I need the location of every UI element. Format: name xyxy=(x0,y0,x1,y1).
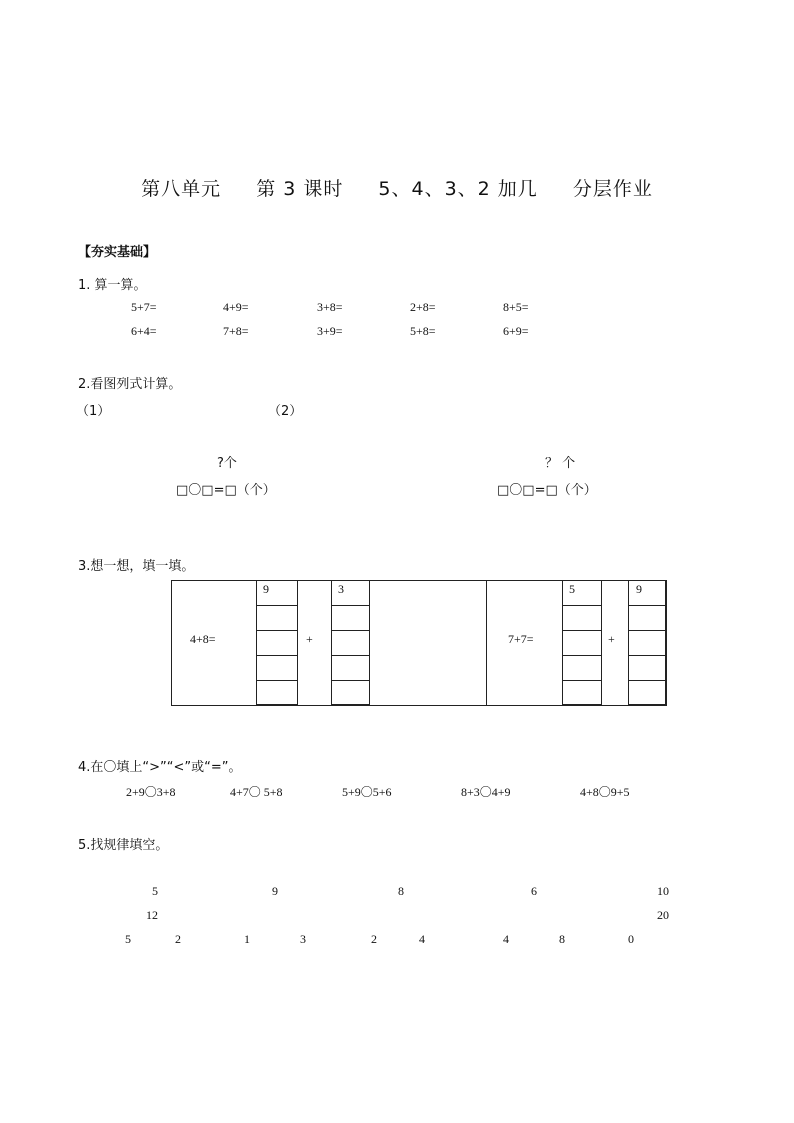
q1-expr: 7+8= xyxy=(223,324,249,338)
blank-cell[interactable] xyxy=(628,655,666,681)
left-expression: 4+8= xyxy=(190,632,216,646)
right-top-number-2: 9 xyxy=(636,582,642,596)
q1-expr: 2+8= xyxy=(410,300,436,314)
blank-cell[interactable] xyxy=(628,605,666,631)
blank-cell[interactable] xyxy=(256,680,298,705)
right-expression: 7+7= xyxy=(508,632,534,646)
q2-part1-formula[interactable]: □〇□=□（个） xyxy=(176,483,276,498)
blank-cell[interactable] xyxy=(331,605,370,631)
q4-label: 4.在〇填上“>”“<”或“=”。 xyxy=(78,760,242,775)
compare-item[interactable]: 4+7〇 5+8 xyxy=(230,785,283,799)
pattern-number: 6 xyxy=(531,884,537,898)
compare-item[interactable]: 4+8〇9+5 xyxy=(580,785,630,799)
left-plus-sign: + xyxy=(306,632,313,646)
pattern-number: 20 xyxy=(657,908,669,922)
section-heading: 【夯实基础】 xyxy=(78,245,157,260)
q1-expr: 3+9= xyxy=(317,324,343,338)
pattern-number: 4 xyxy=(503,932,509,946)
pattern-number: 2 xyxy=(371,932,377,946)
q1-expr: 5+7= xyxy=(131,300,157,314)
compare-item[interactable]: 5+9〇5+6 xyxy=(342,785,392,799)
q2-label: 2.看图列式计算。 xyxy=(78,377,182,392)
q2-part2-label: （2） xyxy=(268,404,303,419)
q1-expr: 8+5= xyxy=(503,300,529,314)
pattern-number: 2 xyxy=(175,932,181,946)
left-top-number-1: 9 xyxy=(263,582,269,596)
title-lesson: 第 3 课时 xyxy=(256,178,344,200)
q2-part2-question: ？ 个 xyxy=(545,456,576,471)
pattern-number: 12 xyxy=(146,908,158,922)
title-unit: 第八单元 xyxy=(141,178,222,200)
right-plus-sign: + xyxy=(608,632,615,646)
q1-label: 1. 算一算。 xyxy=(78,278,147,293)
q1-expr: 4+9= xyxy=(223,300,249,314)
right-top-number-1: 5 xyxy=(569,582,575,596)
number-cell xyxy=(562,580,602,606)
pattern-number: 1 xyxy=(244,932,250,946)
blank-cell[interactable] xyxy=(628,680,666,705)
q2-part1-question: ?个 xyxy=(217,456,237,471)
pattern-number: 8 xyxy=(559,932,565,946)
compare-item[interactable]: 2+9〇3+8 xyxy=(126,785,176,799)
title-type: 分层作业 xyxy=(572,178,653,200)
blank-cell[interactable] xyxy=(256,655,298,681)
compare-item[interactable]: 8+3〇4+9 xyxy=(461,785,511,799)
pattern-number: 4 xyxy=(419,932,425,946)
pattern-number: 5 xyxy=(125,932,131,946)
blank-cell[interactable] xyxy=(562,630,602,656)
blank-cell[interactable] xyxy=(562,655,602,681)
blank-cell[interactable] xyxy=(628,630,666,656)
q1-expr: 3+8= xyxy=(317,300,343,314)
q1-expr: 6+4= xyxy=(131,324,157,338)
blank-cell[interactable] xyxy=(331,655,370,681)
pattern-number: 9 xyxy=(272,884,278,898)
q3-label: 3.想一想，填一填。 xyxy=(78,559,195,574)
blank-cell[interactable] xyxy=(331,630,370,656)
q5-label: 5.找规律填空。 xyxy=(78,838,169,853)
blank-cell[interactable] xyxy=(562,680,602,705)
blank-cell[interactable] xyxy=(331,680,370,705)
number-cell xyxy=(331,580,370,606)
pattern-number: 10 xyxy=(657,884,669,898)
number-cell xyxy=(628,580,666,606)
title-topic: 5、4、3、2 加几 xyxy=(378,178,538,200)
divider xyxy=(486,580,487,706)
pattern-number: 8 xyxy=(398,884,404,898)
page-title xyxy=(0,174,794,201)
pattern-number: 5 xyxy=(152,884,158,898)
q2-part2-formula[interactable]: □〇□=□（个） xyxy=(497,483,597,498)
pattern-number: 3 xyxy=(300,932,306,946)
q1-expr: 6+9= xyxy=(503,324,529,338)
blank-cell[interactable] xyxy=(256,630,298,656)
left-top-number-2: 3 xyxy=(338,582,344,596)
blank-cell[interactable] xyxy=(562,605,602,631)
blank-cell[interactable] xyxy=(256,605,298,631)
q2-part1-label: （1） xyxy=(76,404,111,419)
pattern-number: 0 xyxy=(628,932,634,946)
q1-expr: 5+8= xyxy=(410,324,436,338)
